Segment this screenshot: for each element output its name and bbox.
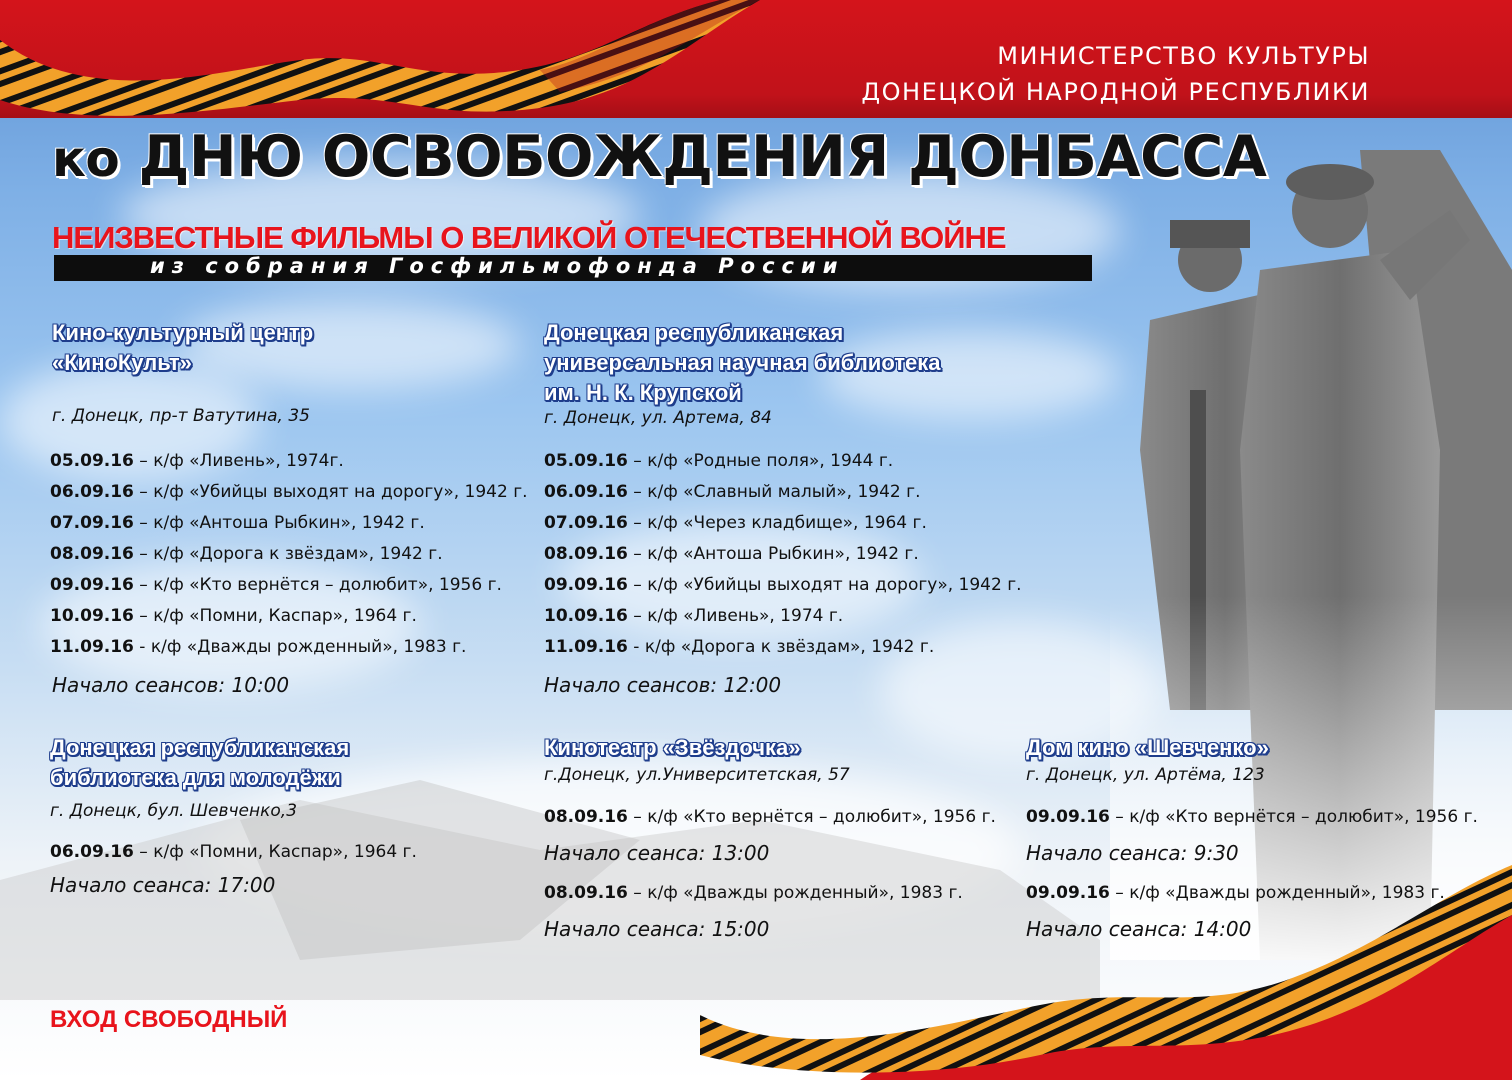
- screening-date: 09.09.16: [1026, 883, 1110, 903]
- venue-address: г.Донецк, ул.Университетская, 57: [544, 765, 850, 785]
- venue-name-line: Дом кино «Шевченко»: [1026, 735, 1269, 760]
- screening-date: 10.09.16: [544, 606, 628, 626]
- screening-film: – к/ф «Убийцы выходят на дорогу», 1942 г.: [133, 482, 528, 502]
- screening-row: [544, 544, 919, 564]
- screening-date: 08.09.16: [544, 807, 628, 827]
- screening-film: – к/ф «Помни, Каспар», 1964 г.: [133, 606, 417, 626]
- venue-title-shevchenko-cinema-house: [1026, 733, 1269, 763]
- screening-film: - к/ф «Дважды рожденный», 1983 г.: [133, 637, 467, 657]
- venue-name-line: универсальная научная библиотека: [544, 350, 941, 375]
- collection-caption: из собрания Госфильмофонда России: [150, 254, 845, 278]
- screening-film: – к/ф «Дважды рожденный», 1983 г.: [1109, 883, 1445, 903]
- venue-title-krupskaya-library: [544, 318, 940, 408]
- screening-date: 07.09.16: [50, 513, 134, 533]
- screening-film: – к/ф «Кто вернётся – долюбит», 1956 г.: [1109, 807, 1478, 827]
- ministry-caption: [861, 38, 1370, 110]
- venue-address: г. Донецк, ул. Артёма, 123: [1026, 765, 1265, 785]
- screening-row: [544, 575, 1022, 595]
- screening-row: [50, 606, 417, 626]
- venue-address: г. Донецк, ул. Артема, 84: [544, 408, 772, 428]
- screening-date: 08.09.16: [50, 544, 134, 564]
- venue-title-zvezdochka-cinema: [544, 733, 801, 763]
- screening-film: – к/ф «Ливень», 1974 г.: [627, 606, 844, 626]
- venue-name-line: Донецкая республиканская: [50, 735, 350, 760]
- subtitle: НЕИЗВЕСТНЫЕ ФИЛЬМЫ О ВЕЛИКОЙ ОТЕЧЕСТВЕННОЙ ВОЙНЕ: [52, 220, 1006, 255]
- screening-row: [544, 451, 893, 471]
- session-start-time: Начало сеанса: 13:00: [544, 841, 770, 865]
- st-george-ribbon-top: [0, 0, 800, 130]
- screening-date: 06.09.16: [544, 482, 628, 502]
- screening-row: [50, 482, 528, 502]
- screening-date: 11.09.16: [50, 637, 134, 657]
- screening-date: 05.09.16: [544, 451, 628, 471]
- screening-film: – к/ф «Славный малый», 1942 г.: [627, 482, 921, 502]
- screening-film: – к/ф «Антоша Рыбкин», 1942 г.: [627, 544, 919, 564]
- screening-date: 05.09.16: [50, 451, 134, 471]
- ministry-line-1: МИНИСТЕРСТВО КУЛЬТУРЫ: [997, 42, 1370, 70]
- screening-film: – к/ф «Убийцы выходят на дорогу», 1942 г.: [627, 575, 1022, 595]
- screening-row: [50, 637, 466, 657]
- free-entry-notice: ВХОД СВОБОДНЫЙ: [50, 1006, 288, 1033]
- screening-film: – к/ф «Ливень», 1974г.: [133, 451, 344, 471]
- venue-name-line: «КиноКульт»: [52, 350, 192, 375]
- venue-name-line: Кино-культурный центр: [52, 320, 314, 345]
- screening-date: 11.09.16: [544, 637, 628, 657]
- title-main: ДНЮ ОСВОБОЖДЕНИЯ ДОНБАССА: [138, 124, 1267, 190]
- session-start-time: Начало сеанса: 9:30: [1026, 841, 1239, 865]
- screening-film: – к/ф «Родные поля», 1944 г.: [627, 451, 894, 471]
- screening-date: 09.09.16: [50, 575, 134, 595]
- venue-title-youth-library: [50, 733, 349, 793]
- screening-row: [1026, 807, 1478, 827]
- venue-name-line: библиотека для молодёжи: [50, 765, 341, 790]
- venue-address: г. Донецк, пр-т Ватутина, 35: [52, 406, 310, 426]
- session-start-time: Начало сеанса: 15:00: [544, 917, 770, 941]
- screening-date: 08.09.16: [544, 544, 628, 564]
- screening-date: 06.09.16: [50, 842, 134, 862]
- screening-film: – к/ф «Антоша Рыбкин», 1942 г.: [133, 513, 425, 533]
- screening-date: 10.09.16: [50, 606, 134, 626]
- screening-row: [50, 451, 344, 471]
- title-prefix: ко: [52, 130, 120, 188]
- screening-row: [544, 606, 843, 626]
- screening-film: – к/ф «Помни, Каспар», 1964 г.: [133, 842, 417, 862]
- screening-film: - к/ф «Дорога к звёздам», 1942 г.: [627, 637, 935, 657]
- screening-row: [544, 807, 996, 827]
- ministry-line-2: ДОНЕЦКОЙ НАРОДНОЙ РЕСПУБЛИКИ: [861, 78, 1370, 106]
- screening-date: 07.09.16: [544, 513, 628, 533]
- session-start-time: Начало сеанса: 14:00: [1026, 917, 1252, 941]
- memorial-monument-image: [1110, 150, 1512, 960]
- screening-film: – к/ф «Кто вернётся – долюбит», 1956 г.: [627, 807, 996, 827]
- screening-date: 06.09.16: [50, 482, 134, 502]
- screening-row: [50, 544, 443, 564]
- screening-row: [544, 637, 934, 657]
- session-start-time: Начало сеансов: 12:00: [544, 673, 782, 697]
- screening-film: – к/ф «Дорога к звёздам», 1942 г.: [133, 544, 443, 564]
- venue-name-line: Донецкая республиканская: [544, 320, 844, 345]
- session-start-time: Начало сеанса: 17:00: [50, 873, 276, 897]
- screening-film: – к/ф «Кто вернётся – долюбит», 1956 г.: [133, 575, 502, 595]
- screening-film: – к/ф «Через кладбище», 1964 г.: [627, 513, 927, 533]
- venue-name-line: Кинотеатр «Звёздочка»: [544, 735, 801, 760]
- screening-date: 08.09.16: [544, 883, 628, 903]
- main-title: [52, 124, 1266, 190]
- venue-title-kinokult: [52, 318, 313, 378]
- screening-row: [50, 513, 425, 533]
- screening-row: [50, 575, 502, 595]
- session-start-time: Начало сеансов: 10:00: [52, 673, 290, 697]
- screening-row: [544, 513, 927, 533]
- st-george-ribbon-bottom: [680, 855, 1512, 1080]
- screening-row: [544, 482, 921, 502]
- screening-row: [50, 842, 417, 862]
- venue-address: г. Донецк, бул. Шевченко,3: [50, 801, 298, 821]
- venue-name-line: им. Н. К. Крупской: [544, 380, 742, 405]
- screening-date: 09.09.16: [544, 575, 628, 595]
- screening-date: 09.09.16: [1026, 807, 1110, 827]
- screening-film: – к/ф «Дважды рожденный», 1983 г.: [627, 883, 963, 903]
